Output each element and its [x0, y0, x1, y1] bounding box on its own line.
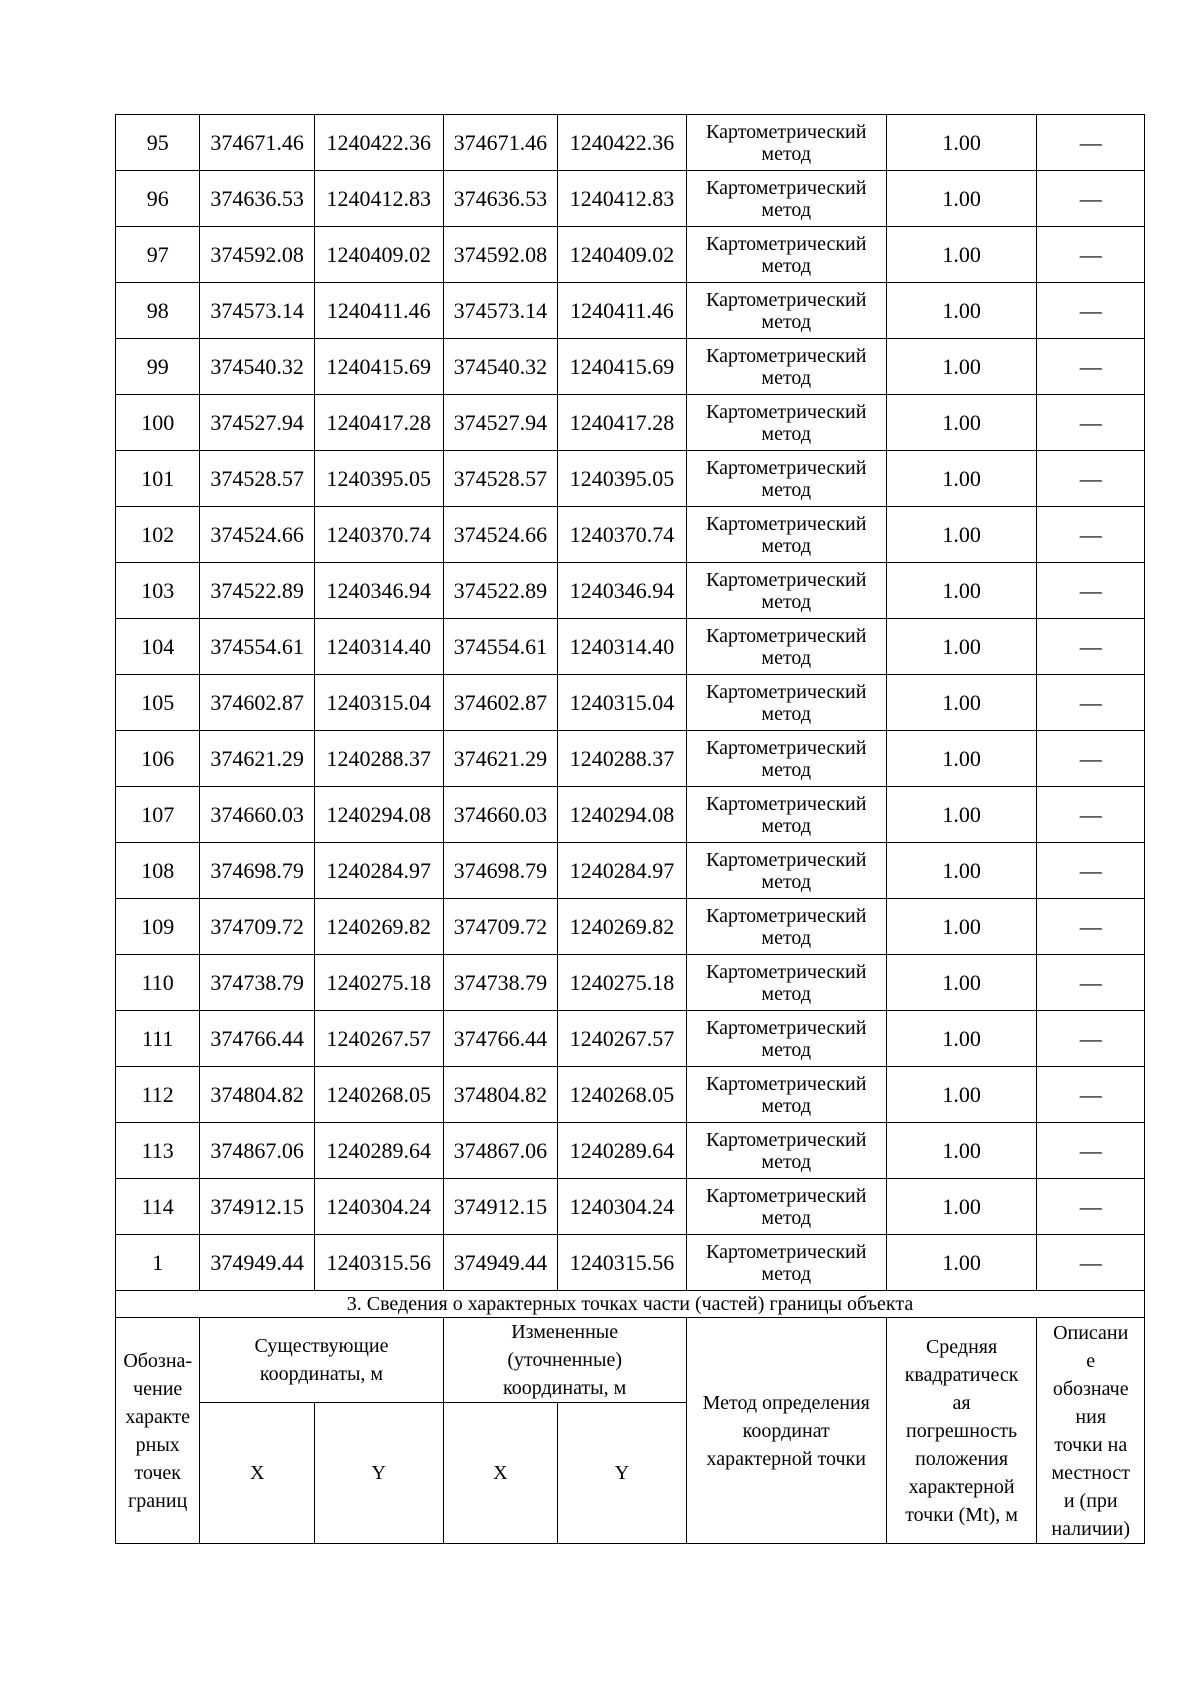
x-existing-cell: 374912.15	[200, 1179, 315, 1235]
x-existing-cell: 374709.72	[200, 899, 315, 955]
point-cell: 99	[116, 339, 200, 395]
method-line-2: метод	[761, 534, 812, 557]
x-existing-cell: 374766.44	[200, 1011, 315, 1067]
header-line: Измененные	[511, 1321, 619, 1343]
method-cell	[686, 1235, 886, 1291]
y-existing-cell: 1240267.57	[314, 1011, 443, 1067]
y-changed-cell: 1240417.28	[558, 395, 687, 451]
section-3-header	[116, 1291, 1145, 1544]
point-cell: 96	[116, 171, 200, 227]
mean-error-cell: 1.00	[886, 1123, 1037, 1179]
header-line: рных	[135, 1433, 180, 1456]
header-y-existing: Y	[314, 1403, 443, 1544]
header-line: обозначе	[1052, 1377, 1129, 1400]
y-existing-cell: 1240409.02	[314, 227, 443, 283]
point-cell: 105	[116, 675, 200, 731]
x-existing-cell: 374522.89	[200, 563, 315, 619]
header-line: Метод определения	[702, 1391, 870, 1414]
method-line-1: Картометрический	[706, 568, 867, 591]
y-existing-cell: 1240275.18	[314, 955, 443, 1011]
x-changed-cell: 374949.44	[443, 1235, 558, 1291]
table-row	[116, 1011, 1145, 1067]
mean-error-cell: 1.00	[886, 1011, 1037, 1067]
x-existing-cell: 374636.53	[200, 171, 315, 227]
method-line-1: Картометрический	[706, 344, 867, 367]
y-existing-cell: 1240288.37	[314, 731, 443, 787]
header-line: ния	[1075, 1405, 1107, 1428]
method-line-1: Картометрический	[706, 232, 867, 255]
y-changed-cell: 1240294.08	[558, 787, 687, 843]
y-changed-cell: 1240415.69	[558, 339, 687, 395]
header-method	[686, 1318, 886, 1544]
header-line: характе	[125, 1405, 190, 1428]
description-cell: —	[1037, 451, 1145, 507]
table-row	[116, 227, 1145, 283]
method-cell	[686, 1123, 886, 1179]
method-line-1: Картометрический	[706, 120, 867, 143]
header-line: и (при	[1063, 1489, 1118, 1512]
method-cell	[686, 1011, 886, 1067]
header-description	[1037, 1318, 1145, 1544]
y-existing-cell: 1240395.05	[314, 451, 443, 507]
x-changed-cell: 374527.94	[443, 395, 558, 451]
method-cell	[686, 451, 886, 507]
point-cell: 113	[116, 1123, 200, 1179]
method-line-1: Картометрический	[706, 1184, 867, 1207]
table-row	[116, 339, 1145, 395]
description-cell: —	[1037, 1235, 1145, 1291]
y-existing-cell: 1240294.08	[314, 787, 443, 843]
header-line: наличии)	[1051, 1517, 1130, 1540]
method-line-2: метод	[761, 870, 812, 893]
mean-error-cell: 1.00	[886, 395, 1037, 451]
mean-error-cell: 1.00	[886, 115, 1037, 171]
description-cell: —	[1037, 1011, 1145, 1067]
header-x-existing: X	[200, 1403, 315, 1544]
method-line-2: метод	[761, 142, 812, 165]
point-cell: 108	[116, 843, 200, 899]
header-line: погрешность	[906, 1419, 1018, 1442]
header-lines	[444, 1318, 686, 1402]
point-cell: 98	[116, 283, 200, 339]
table-row	[116, 283, 1145, 339]
table-row	[116, 171, 1145, 227]
method-line-1: Картометрический	[706, 680, 867, 703]
method-line-2: метод	[761, 590, 812, 613]
y-existing-cell: 1240346.94	[314, 563, 443, 619]
method-line-2: метод	[761, 478, 812, 501]
method-cell	[686, 507, 886, 563]
method-line-1: Картометрический	[706, 1128, 867, 1151]
header-x-changed: X	[443, 1403, 558, 1544]
header-line: точки (Mt), м	[905, 1503, 1018, 1526]
x-changed-cell: 374602.87	[443, 675, 558, 731]
x-changed-cell: 374621.29	[443, 731, 558, 787]
method-line-2: метод	[761, 254, 812, 277]
y-existing-cell: 1240412.83	[314, 171, 443, 227]
method-line-2: метод	[761, 1262, 812, 1285]
mean-error-cell: 1.00	[886, 787, 1037, 843]
point-cell: 104	[116, 619, 200, 675]
description-cell: —	[1037, 731, 1145, 787]
point-cell: 1	[116, 1235, 200, 1291]
y-changed-cell: 1240346.94	[558, 563, 687, 619]
method-line-1: Картометрический	[706, 1240, 867, 1263]
point-cell: 112	[116, 1067, 200, 1123]
method-cell	[686, 1179, 886, 1235]
table-row	[116, 1123, 1145, 1179]
x-existing-cell: 374698.79	[200, 843, 315, 899]
x-changed-cell: 374592.08	[443, 227, 558, 283]
x-existing-cell: 374573.14	[200, 283, 315, 339]
method-line-1: Картометрический	[706, 176, 867, 199]
y-existing-cell: 1240314.40	[314, 619, 443, 675]
mean-error-cell: 1.00	[886, 283, 1037, 339]
method-line-1: Картометрический	[706, 400, 867, 423]
y-existing-cell: 1240268.05	[314, 1067, 443, 1123]
method-line-1: Картометрический	[706, 960, 867, 983]
table-row	[116, 899, 1145, 955]
x-existing-cell: 374621.29	[200, 731, 315, 787]
mean-error-cell: 1.00	[886, 507, 1037, 563]
method-cell	[686, 395, 886, 451]
description-cell: —	[1037, 171, 1145, 227]
mean-error-cell: 1.00	[886, 619, 1037, 675]
header-line: характерной точки	[706, 1447, 866, 1470]
point-cell: 97	[116, 227, 200, 283]
point-cell: 102	[116, 507, 200, 563]
y-changed-cell: 1240268.05	[558, 1067, 687, 1123]
header-line: ая	[952, 1391, 971, 1414]
y-changed-cell: 1240315.56	[558, 1235, 687, 1291]
method-line-2: метод	[761, 758, 812, 781]
y-existing-cell: 1240417.28	[314, 395, 443, 451]
mean-error-cell: 1.00	[886, 1235, 1037, 1291]
header-y-changed: Y	[558, 1403, 687, 1544]
y-changed-cell: 1240288.37	[558, 731, 687, 787]
point-cell: 107	[116, 787, 200, 843]
method-cell	[686, 115, 886, 171]
x-changed-cell: 374528.57	[443, 451, 558, 507]
y-existing-cell: 1240284.97	[314, 843, 443, 899]
description-cell: —	[1037, 787, 1145, 843]
method-line-2: метод	[761, 310, 812, 333]
table-row	[116, 507, 1145, 563]
method-line-2: метод	[761, 926, 812, 949]
point-cell: 106	[116, 731, 200, 787]
point-cell: 100	[116, 395, 200, 451]
x-changed-cell: 374524.66	[443, 507, 558, 563]
y-existing-cell: 1240269.82	[314, 899, 443, 955]
y-changed-cell: 1240284.97	[558, 843, 687, 899]
header-lines	[1037, 1319, 1144, 1543]
y-changed-cell: 1240267.57	[558, 1011, 687, 1067]
description-cell: —	[1037, 1123, 1145, 1179]
table-row	[116, 619, 1145, 675]
header-point-designation	[116, 1318, 200, 1544]
mean-error-cell: 1.00	[886, 675, 1037, 731]
x-changed-cell: 374636.53	[443, 171, 558, 227]
header-line: Существующие	[254, 1335, 389, 1357]
x-changed-cell: 374804.82	[443, 1067, 558, 1123]
section-title: 3. Сведения о характерных точках части (частей) границы объекта	[116, 1291, 1145, 1318]
x-existing-cell: 374554.61	[200, 619, 315, 675]
description-cell: —	[1037, 283, 1145, 339]
header-mean-error	[886, 1318, 1037, 1544]
mean-error-cell: 1.00	[886, 171, 1037, 227]
method-cell	[686, 171, 886, 227]
x-existing-cell: 374660.03	[200, 787, 315, 843]
header-line: характерной	[908, 1475, 1015, 1498]
x-changed-cell: 374698.79	[443, 843, 558, 899]
description-cell: —	[1037, 507, 1145, 563]
x-existing-cell: 374738.79	[200, 955, 315, 1011]
table-row	[116, 1179, 1145, 1235]
method-line-2: метод	[761, 1150, 812, 1173]
y-changed-cell: 1240409.02	[558, 227, 687, 283]
method-cell	[686, 283, 886, 339]
y-changed-cell: 1240412.83	[558, 171, 687, 227]
y-existing-cell: 1240415.69	[314, 339, 443, 395]
header-line: Средняя	[925, 1335, 998, 1358]
description-cell: —	[1037, 1179, 1145, 1235]
y-existing-cell: 1240411.46	[314, 283, 443, 339]
header-line: точки на	[1054, 1433, 1128, 1456]
y-existing-cell: 1240422.36	[314, 115, 443, 171]
header-lines	[687, 1389, 886, 1473]
mean-error-cell: 1.00	[886, 899, 1037, 955]
y-changed-cell: 1240395.05	[558, 451, 687, 507]
description-cell: —	[1037, 843, 1145, 899]
point-cell: 95	[116, 115, 200, 171]
method-line-1: Картометрический	[706, 904, 867, 927]
header-line: Описани	[1053, 1321, 1129, 1344]
table-body	[116, 115, 1145, 1291]
x-changed-cell: 374709.72	[443, 899, 558, 955]
point-cell: 103	[116, 563, 200, 619]
mean-error-cell: 1.00	[886, 563, 1037, 619]
method-line-2: метод	[761, 1206, 812, 1229]
x-changed-cell: 374867.06	[443, 1123, 558, 1179]
mean-error-cell: 1.00	[886, 227, 1037, 283]
method-line-2: метод	[761, 702, 812, 725]
header-line: координат	[742, 1419, 830, 1442]
description-cell: —	[1037, 899, 1145, 955]
header-line: границ	[128, 1489, 188, 1512]
x-changed-cell: 374522.89	[443, 563, 558, 619]
table-row	[116, 451, 1145, 507]
x-existing-cell: 374949.44	[200, 1235, 315, 1291]
method-line-2: метод	[761, 646, 812, 669]
description-cell: —	[1037, 115, 1145, 171]
description-cell: —	[1037, 675, 1145, 731]
table-row	[116, 843, 1145, 899]
method-cell	[686, 227, 886, 283]
method-cell	[686, 563, 886, 619]
x-existing-cell: 374804.82	[200, 1067, 315, 1123]
method-cell	[686, 675, 886, 731]
y-existing-cell: 1240315.56	[314, 1235, 443, 1291]
x-existing-cell: 374528.57	[200, 451, 315, 507]
header-line: е	[1086, 1349, 1096, 1372]
x-changed-cell: 374671.46	[443, 115, 558, 171]
header-line: Обозна-	[123, 1349, 193, 1372]
x-existing-cell: 374524.66	[200, 507, 315, 563]
x-changed-cell: 374912.15	[443, 1179, 558, 1235]
method-line-1: Картометрический	[706, 512, 867, 535]
method-line-1: Картометрический	[706, 736, 867, 759]
x-changed-cell: 374660.03	[443, 787, 558, 843]
method-cell	[686, 787, 886, 843]
table-row	[116, 955, 1145, 1011]
method-line-1: Картометрический	[706, 792, 867, 815]
method-line-2: метод	[761, 422, 812, 445]
description-cell: —	[1037, 395, 1145, 451]
description-cell: —	[1037, 955, 1145, 1011]
mean-error-cell: 1.00	[886, 731, 1037, 787]
method-line-2: метод	[761, 1038, 812, 1061]
y-changed-cell: 1240411.46	[558, 283, 687, 339]
method-line-2: метод	[761, 366, 812, 389]
y-changed-cell: 1240275.18	[558, 955, 687, 1011]
method-cell	[686, 731, 886, 787]
mean-error-cell: 1.00	[886, 955, 1037, 1011]
method-line-1: Картометрический	[706, 1016, 867, 1039]
point-cell: 109	[116, 899, 200, 955]
y-changed-cell: 1240304.24	[558, 1179, 687, 1235]
y-existing-cell: 1240370.74	[314, 507, 443, 563]
description-cell: —	[1037, 227, 1145, 283]
point-cell: 110	[116, 955, 200, 1011]
method-line-1: Картометрический	[706, 456, 867, 479]
header-changed-coordinates	[443, 1318, 686, 1403]
header-lines	[887, 1333, 1037, 1529]
x-existing-cell: 374602.87	[200, 675, 315, 731]
header-lines	[116, 1347, 199, 1515]
method-cell	[686, 619, 886, 675]
description-cell: —	[1037, 619, 1145, 675]
header-line: местност	[1051, 1461, 1130, 1484]
method-line-2: метод	[761, 198, 812, 221]
point-cell: 101	[116, 451, 200, 507]
method-line-1: Картометрический	[706, 624, 867, 647]
header-line: координаты, м	[259, 1363, 384, 1385]
y-changed-cell: 1240269.82	[558, 899, 687, 955]
y-changed-cell: 1240314.40	[558, 619, 687, 675]
x-existing-cell: 374592.08	[200, 227, 315, 283]
y-changed-cell: 1240422.36	[558, 115, 687, 171]
description-cell: —	[1037, 339, 1145, 395]
header-line: (уточненные)	[507, 1349, 622, 1371]
x-changed-cell: 374554.61	[443, 619, 558, 675]
method-cell	[686, 843, 886, 899]
y-changed-cell: 1240315.04	[558, 675, 687, 731]
mean-error-cell: 1.00	[886, 1067, 1037, 1123]
table-row	[116, 115, 1145, 171]
point-cell: 111	[116, 1011, 200, 1067]
mean-error-cell: 1.00	[886, 339, 1037, 395]
mean-error-cell: 1.00	[886, 843, 1037, 899]
y-existing-cell: 1240304.24	[314, 1179, 443, 1235]
method-line-2: метод	[761, 814, 812, 837]
method-cell	[686, 899, 886, 955]
description-cell: —	[1037, 1067, 1145, 1123]
x-existing-cell: 374540.32	[200, 339, 315, 395]
method-line-1: Картометрический	[706, 1072, 867, 1095]
table-row	[116, 675, 1145, 731]
x-changed-cell: 374540.32	[443, 339, 558, 395]
table-row	[116, 395, 1145, 451]
point-cell: 114	[116, 1179, 200, 1235]
x-existing-cell: 374527.94	[200, 395, 315, 451]
table-row	[116, 731, 1145, 787]
coordinates-table	[115, 114, 1145, 1544]
mean-error-cell: 1.00	[886, 1179, 1037, 1235]
header-lines	[200, 1332, 442, 1388]
y-changed-cell: 1240289.64	[558, 1123, 687, 1179]
method-line-2: метод	[761, 982, 812, 1005]
table-row	[116, 1235, 1145, 1291]
x-changed-cell: 374766.44	[443, 1011, 558, 1067]
header-line: квадратическ	[904, 1363, 1019, 1386]
table-row	[116, 563, 1145, 619]
x-changed-cell: 374738.79	[443, 955, 558, 1011]
header-existing-coordinates	[200, 1318, 443, 1403]
y-changed-cell: 1240370.74	[558, 507, 687, 563]
header-line: положения	[915, 1447, 1009, 1470]
method-line-2: метод	[761, 1094, 812, 1117]
header-line: чение	[133, 1377, 183, 1400]
method-line-1: Картометрический	[706, 288, 867, 311]
method-cell	[686, 339, 886, 395]
x-changed-cell: 374573.14	[443, 283, 558, 339]
x-existing-cell: 374671.46	[200, 115, 315, 171]
x-existing-cell: 374867.06	[200, 1123, 315, 1179]
method-line-1: Картометрический	[706, 848, 867, 871]
table-row	[116, 1067, 1145, 1123]
table-row	[116, 787, 1145, 843]
description-cell: —	[1037, 563, 1145, 619]
method-cell	[686, 955, 886, 1011]
header-line: координаты, м	[503, 1377, 627, 1399]
y-existing-cell: 1240315.04	[314, 675, 443, 731]
y-existing-cell: 1240289.64	[314, 1123, 443, 1179]
method-cell	[686, 1067, 886, 1123]
header-line: точек	[134, 1461, 182, 1484]
mean-error-cell: 1.00	[886, 451, 1037, 507]
